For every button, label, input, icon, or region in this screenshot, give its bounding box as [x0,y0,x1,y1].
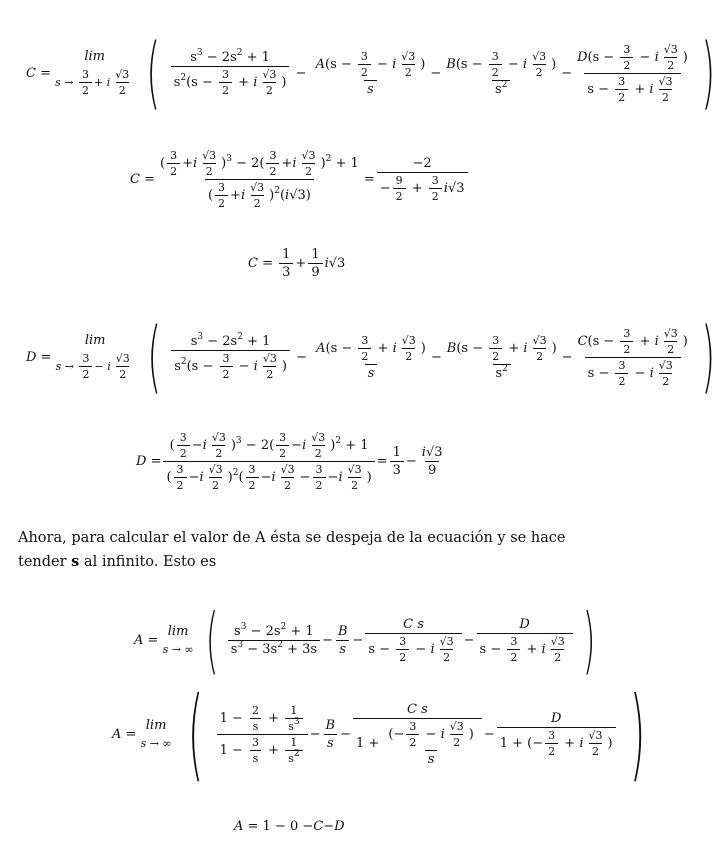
equation-d-limit: D = lim s → $\frac{3}{2}$ − i $\frac{√3}{2}$ ( $s^3 - 2s^2 + 1$ $s^2(s$ − $\frac{3}{2}$ − i $\frac{√3}{2}$ ) − A(s − $\frac{3}{2}$ + i $\frac{√3}{2}$ ) s − B(s − $\frac{3}{2}$ + i $\frac{√3}{2}$ ) $s^2$ − C(s − $\frac{3}{2}$ + i $\frac{√3}{2}$ ) s − $\frac{3}{2}$ − i $\frac{√3}{2}$ ) [26,312,715,402]
explanation-line-2-pre: tender [18,554,72,571]
equation-d-value: D = ( $\frac{3}{2}$ −i $\frac{√3}{2}$ )$^3$ − 2( $\frac{3}{2}$ −i $\frac{√3}{2}$ )$^2$ + 1 ( $\frac{3}{2}$ −i $\frac{√3}{2}$ )$^2$( $\frac{3}{2}$ −i $\frac{√3}{2}$ − $\frac{3}{2}$ −i $\frac{√3}{2}$ ) = $\frac{1}{3}$ − $\frac{i√3}{9}$ [136,431,443,492]
equation-c-result: C = $\frac{1}{3}$ + $\frac{1}{9}$ i √3 [248,247,346,280]
explanation-line-2 [18,550,618,574]
explanation-variable-s: s [71,553,80,571]
equation-c-value: C = ( $\frac{3}{2}$ +i $\frac{√3}{2}$ )$^3$ − 2( $\frac{3}{2}$ +i $\frac{√3}{2}$ )$^2$ + 1 ( $\frac{3}{2}$ +i $\frac{√3}{2}$ )$^2$(i√3) = −2 − $\frac{9}{2}$ + $\frac{3}{2}$ i√3 [130,150,470,209]
equation-a-limit-2: A = lim s → ∞ ( 1 − $\frac{2}{s}$ + $\frac{1}{s^3}$ 1 − $\frac{3}{s}$ + $\frac{1}{s^2}$ − $\frac{B}{s}$ − C s 1 + (− $\frac{3}{2}$ − i $\frac{√3}{2}$ ) s − D 1 + (− $\frac{3}{2}$ + i $\frac{√3}{2}$ ) ) [112,675,645,792]
explanation-line-2-post: al infinito. Esto es [79,554,217,571]
equation-c-limit: C = lim s → $\frac{3}{2}$ + i $\frac{√3}{2}$ ( $s^3 - 2s^2 + 1$ $s^2(s$ − $\frac{3}{2}$ + i $\frac{√3}{2}$ ) − A(s − $\frac{3}{2}$ − i $\frac{√3}{2}$ ) s − B(s − $\frac{3}{2}$ − i $\frac{√3}{2}$ ) $s^2$ − D(s − $\frac{3}{2}$ − i $\frac{√3}{2}$ ) s − $\frac{3}{2}$ + i $\frac{√3}{2}$ ) [26,28,715,118]
explanation-paragraph [18,527,618,574]
explanation-line-1: Ahora, para calcular el valor de A ésta se despeja de la ecuación y se hace [18,530,566,546]
equation-a-result: A = 1 − 0 − C − D [234,819,345,834]
equation-a-limit-1: A = lim s → ∞ ( $\frac{s^3 - 2s^2 + 1}{s^3 - 3s^2 + 3s}$ − $\frac{B}{s}$ − C s s − $\frac{3}{2}$ − i $\frac{√3}{2}$ − D s − $\frac{3}{2}$ + i $\frac{√3}{2}$ ) [134,598,596,682]
